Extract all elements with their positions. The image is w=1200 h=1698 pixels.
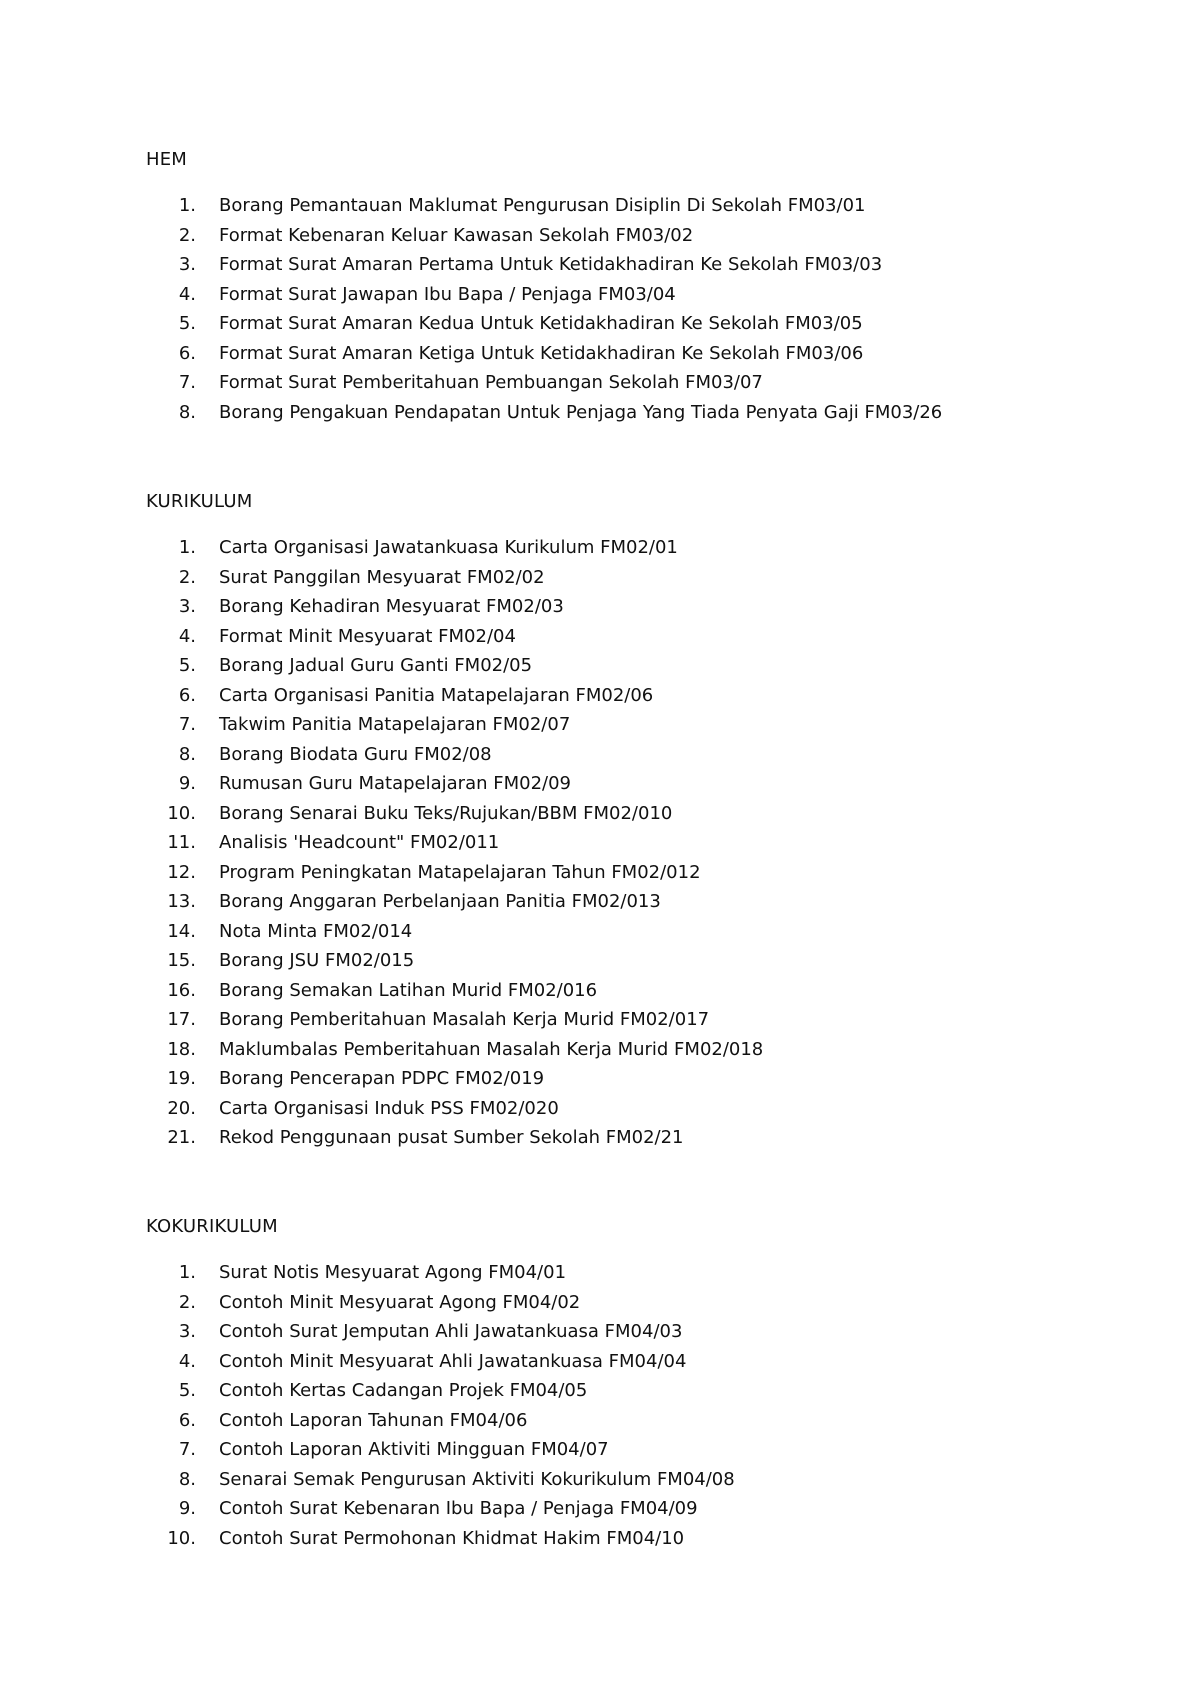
list-item-number: 12. [167,861,196,883]
list-item-text: Borang Biodata Guru FM02/08 [219,743,492,765]
list-item [146,917,1146,947]
list-item-text: Borang Semakan Latihan Murid FM02/016 [219,979,598,1001]
list-item [146,592,1146,622]
list-item-text: Borang Pemberitahuan Masalah Kerja Murid FM02/017 [219,1009,710,1030]
list-item-text: Format Surat Pemberitahuan Pembuangan Sekolah FM03/07 [219,372,763,393]
list-item-text: Contoh Laporan Aktiviti Mingguan FM04/07 [219,1439,609,1460]
list-item-text: Takwim Panitia Matapelajaran FM02/07 [219,714,571,735]
form-list-kurikulum [146,533,1146,1153]
list-item-number: 2. [178,566,196,588]
list-item [146,1524,1146,1554]
list-item [146,740,1146,770]
list-item [146,1435,1146,1465]
list-item-number: 8. [178,743,196,765]
list-item-text: Carta Organisasi Panitia Matapelajaran FM02/06 [219,684,654,706]
list-item-number: 5. [178,313,196,334]
list-item-number: 21. [167,1127,196,1148]
list-item [146,976,1146,1006]
list-item [146,681,1146,711]
list-item-number: 14. [167,920,196,942]
list-item-number: 1. [178,537,196,558]
list-item [146,1094,1146,1124]
list-item-text: Carta Organisasi Induk PSS FM02/020 [219,1097,559,1119]
list-item [146,946,1146,976]
list-item [146,563,1146,593]
list-item-text: Maklumbalas Pemberitahuan Masalah Kerja Murid FM02/018 [219,1038,764,1060]
list-item [146,1288,1146,1318]
list-item-text: Contoh Surat Permohonan Khidmat Hakim FM04/10 [219,1527,685,1549]
list-item-text: Borang Pengakuan Pendapatan Untuk Penjaga Yang Tiada Penyata Gaji FM03/26 [219,401,943,423]
form-list-hem [146,191,1146,427]
list-item-number: 9. [178,1498,196,1519]
list-item-number: 3. [178,596,196,617]
list-item-number: 4. [178,1350,196,1372]
list-item-number: 16. [167,979,196,1001]
list-item-text: Rekod Penggunaan pusat Sumber Sekolah FM02/21 [219,1127,684,1148]
list-item-number: 7. [178,714,196,735]
list-item-text: Format Minit Mesyuarat FM02/04 [219,625,516,647]
list-item-text: Contoh Kertas Cadangan Projek FM04/05 [219,1380,588,1401]
list-item [146,280,1146,310]
form-list-kokurikulum [146,1258,1146,1553]
list-item [146,799,1146,829]
list-item-text: Contoh Laporan Tahunan FM04/06 [219,1409,528,1431]
list-item [146,339,1146,369]
section-title-kokurikulum: KOKURIKULUM [146,1216,278,1237]
list-item [146,1123,1146,1153]
list-item [146,1064,1146,1094]
list-item [146,1258,1146,1288]
list-item [146,191,1146,221]
list-item-text: Borang Jadual Guru Ganti FM02/05 [219,655,533,676]
list-item-number: 4. [178,283,196,305]
list-item [146,221,1146,251]
list-item-text: Surat Panggilan Mesyuarat FM02/02 [219,566,545,588]
list-item-number: 18. [167,1038,196,1060]
list-item [146,1494,1146,1524]
list-item-text: Analisis 'Headcount" FM02/011 [219,832,500,853]
list-item-number: 9. [178,773,196,794]
list-item [146,1406,1146,1436]
list-item [146,1347,1146,1377]
list-item [146,769,1146,799]
list-item-number: 2. [178,224,196,246]
list-item [146,828,1146,858]
list-item-text: Format Kebenaran Keluar Kawasan Sekolah FM03/02 [219,224,694,246]
list-item-number: 17. [167,1009,196,1030]
list-item-text: Borang JSU FM02/015 [219,950,415,971]
list-item-text: Rumusan Guru Matapelajaran FM02/09 [219,773,572,794]
list-item-number: 8. [178,1468,196,1490]
list-item [146,651,1146,681]
list-item-number: 13. [167,891,196,912]
list-item-number: 8. [178,401,196,423]
list-item-text: Format Surat Amaran Pertama Untuk Ketidakhadiran Ke Sekolah FM03/03 [219,254,883,275]
list-item-number: 20. [167,1097,196,1119]
section-kokurikulum [146,1212,1146,1553]
list-item [146,1005,1146,1035]
list-item-text: Format Surat Amaran Ketiga Untuk Ketidakhadiran Ke Sekolah FM03/06 [219,342,864,364]
list-item-number: 3. [178,254,196,275]
list-item-number: 6. [178,684,196,706]
section-title-hem: HEM [146,149,188,170]
list-item-text: Contoh Minit Mesyuarat Agong FM04/02 [219,1291,581,1313]
section-title-kurikulum: KURIKULUM [146,491,253,512]
list-item [146,1465,1146,1495]
section-kurikulum [146,487,1146,1153]
list-item-number: 10. [167,802,196,824]
list-item-text: Senarai Semak Pengurusan Aktiviti Kokurikulum FM04/08 [219,1468,735,1490]
list-item-number: 7. [178,372,196,393]
list-item-number: 4. [178,625,196,647]
list-item [146,710,1146,740]
list-item-number: 6. [178,1409,196,1431]
list-item [146,622,1146,652]
list-item-text: Borang Anggaran Perbelanjaan Panitia FM02/013 [219,891,661,912]
list-item-text: Borang Senarai Buku Teks/Rujukan/BBM FM02/010 [219,802,673,824]
list-item-number: 7. [178,1439,196,1460]
list-item-number: 1. [178,195,196,216]
list-item-text: Nota Minta FM02/014 [219,920,413,942]
list-item [146,887,1146,917]
list-item-number: 5. [178,1380,196,1401]
list-item-number: 10. [167,1527,196,1549]
list-item [146,398,1146,428]
list-item-text: Borang Pencerapan PDPC FM02/019 [219,1068,545,1089]
list-item-number: 5. [178,655,196,676]
list-item-text: Format Surat Amaran Kedua Untuk Ketidakhadiran Ke Sekolah FM03/05 [219,313,863,334]
list-item-text: Borang Kehadiran Mesyuarat FM02/03 [219,596,564,617]
list-item [146,1376,1146,1406]
list-item-text: Surat Notis Mesyuarat Agong FM04/01 [219,1262,567,1283]
list-item [146,1317,1146,1347]
list-item-number: 19. [167,1068,196,1089]
list-item-text: Contoh Surat Jemputan Ahli Jawatankuasa FM04/03 [219,1321,683,1342]
list-item-number: 11. [167,832,196,853]
list-item-text: Contoh Surat Kebenaran Ibu Bapa / Penjaga FM04/09 [219,1498,698,1519]
list-item [146,250,1146,280]
list-item-text: Contoh Minit Mesyuarat Ahli Jawatankuasa FM04/04 [219,1350,687,1372]
list-item [146,533,1146,563]
list-item-number: 6. [178,342,196,364]
list-item [146,309,1146,339]
section-hem [146,145,1146,427]
list-item-number: 2. [178,1291,196,1313]
list-item-text: Format Surat Jawapan Ibu Bapa / Penjaga FM03/04 [219,283,676,305]
list-item-text: Program Peningkatan Matapelajaran Tahun FM02/012 [219,861,701,883]
list-item-number: 1. [178,1262,196,1283]
list-item [146,858,1146,888]
list-item-text: Carta Organisasi Jawatankuasa Kurikulum FM02/01 [219,537,678,558]
list-item [146,368,1146,398]
list-item-number: 3. [178,1321,196,1342]
list-item [146,1035,1146,1065]
list-item-text: Borang Pemantauan Maklumat Pengurusan Disiplin Di Sekolah FM03/01 [219,195,866,216]
list-item-number: 15. [167,950,196,971]
